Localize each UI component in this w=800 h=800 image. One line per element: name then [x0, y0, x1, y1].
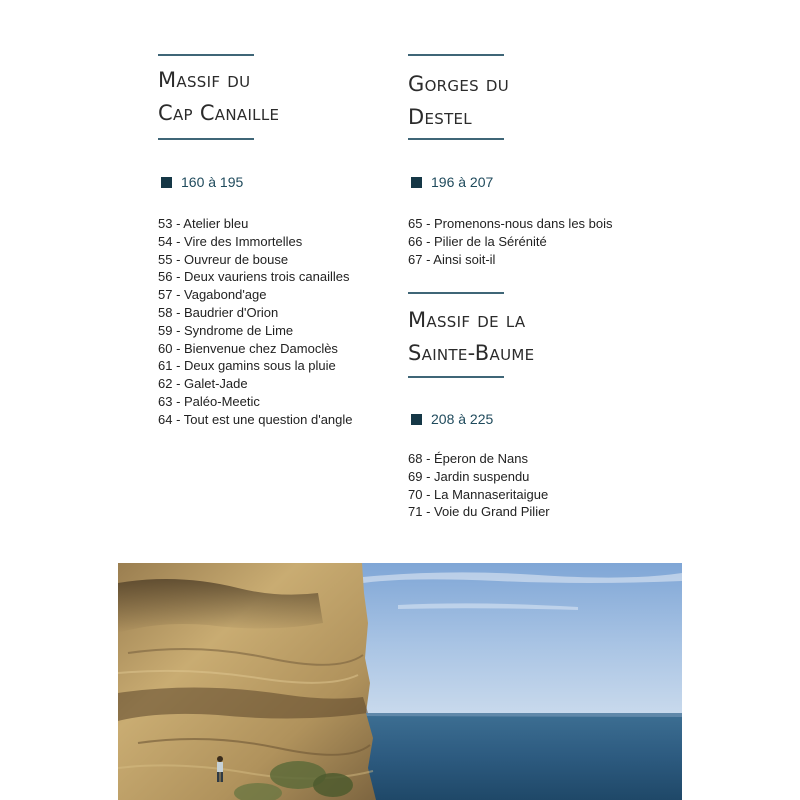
title-line: Gorges du — [408, 72, 510, 96]
page-range-text: 160 à 195 — [181, 174, 244, 190]
route-item: 57 - Vagabond'age — [158, 287, 267, 303]
route-item: 58 - Baudrier d'Orion — [158, 304, 279, 320]
route-item: 67 - Ainsi soit-il — [408, 251, 496, 267]
route-item: 59 - Syndrome de Lime — [158, 322, 294, 338]
section-title-sainte-baume — [408, 304, 534, 370]
title-line: Cap Canaille — [158, 101, 280, 125]
route-list-sainte-baume — [408, 450, 550, 521]
title-line: Sainte-Baume — [408, 341, 535, 365]
route-item: 60 - Bienvenue chez Damoclès — [158, 340, 338, 356]
section-rule-top — [408, 54, 504, 56]
route-item: 64 - Tout est une question d'angle — [158, 411, 353, 427]
square-marker-icon — [411, 177, 422, 188]
section-rule-bottom — [158, 138, 254, 140]
route-list-cap-canaille — [158, 215, 353, 429]
cliff-photo-illustration — [118, 563, 682, 800]
section-title-cap-canaille — [158, 64, 279, 130]
square-marker-icon — [161, 177, 172, 188]
section-title-destel — [408, 68, 509, 134]
section-rule-top — [158, 54, 254, 56]
route-item: 66 - Pilier de la Sérénité — [408, 233, 547, 249]
page-range-cap-canaille — [161, 174, 243, 190]
title-line: Massif du — [158, 68, 251, 92]
route-item: 55 - Ouvreur de bouse — [158, 251, 289, 267]
route-item: 53 - Atelier bleu — [158, 216, 249, 231]
title-line: Destel — [408, 105, 472, 129]
title-line: Massif de la — [408, 308, 526, 332]
route-item: 62 - Galet-Jade — [158, 376, 248, 392]
page-range-text: 196 à 207 — [431, 174, 494, 190]
section-rule-bottom — [408, 138, 504, 140]
cliff-sea-photo — [118, 563, 682, 800]
square-marker-icon — [411, 414, 422, 425]
route-item: 69 - Jardin suspendu — [408, 468, 530, 484]
route-item: 70 - La Mannaseritaigue — [408, 486, 549, 502]
route-item: 63 - Paléo-Meetic — [158, 393, 260, 409]
page-range-text: 208 à 225 — [431, 411, 494, 427]
section-rule-top — [408, 292, 504, 294]
route-item: 71 - Voie du Grand Pilier — [408, 504, 550, 520]
section-rule-bottom — [408, 376, 504, 378]
route-item: 68 - Éperon de Nans — [408, 451, 528, 466]
page-range-destel — [411, 174, 493, 190]
route-item: 61 - Deux gamins sous la pluie — [158, 358, 336, 374]
route-list-destel — [408, 215, 613, 268]
route-item: 54 - Vire des Immortelles — [158, 233, 303, 249]
page-range-sainte-baume — [411, 411, 493, 427]
route-item: 65 - Promenons-nous dans les bois — [408, 216, 613, 231]
route-item: 56 - Deux vauriens trois canailles — [158, 269, 350, 285]
